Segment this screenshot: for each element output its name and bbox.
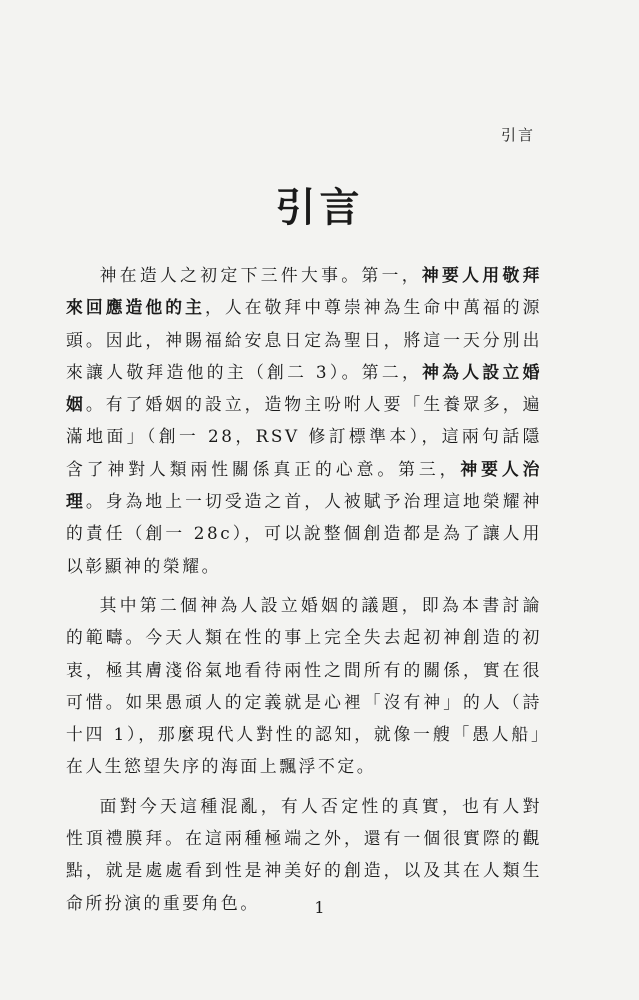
paragraph-3-run-1: 面對今天這種混亂，有人否定性的真實，也有人對性頂禮膜拜。在這兩種極端之外，還有一個很實際的觀點，就是處處看到性是神美好的創造，以及其在人類生命所扮演的重要角色。 <box>66 795 542 913</box>
paragraph-1-run-4: 神為人設立婚姻 <box>66 361 542 415</box>
paragraph-1-run-2: 神要人用敬拜來回應造他的主 <box>66 265 542 318</box>
paragraph-1-run-1: 神在造人之初定下三件大事。第一， <box>99 265 422 285</box>
paragraph-1-run-6: 神要人治理 <box>66 458 542 512</box>
paragraph-2-run-1: 其中第二個神為人設立婚姻的議題，即為本書討論的範疇。今天人類在性的事上完全失去起初神創造的初衷，極其膚淺俗氣地看待兩性之間所有的關係，實在很可惜。如果愚頑人的定義就是心裡「沒有神」的人（詩十四 1），那麼現代人對性的認知，就像一艘「愚人船」在人生慾望失序的海面上飄浮不定。 <box>66 594 542 777</box>
running-header: 引言 <box>500 126 535 144</box>
paragraph-2 <box>66 589 542 783</box>
paragraph-1-run-5: 。有了婚姻的設立，造物主吩咐人要「生養眾多，遍滿地面」（創一 28，RSV 修訂標準本），這兩句話隱含了神對人類兩性關係真正的心意。第三， <box>66 394 542 479</box>
page-number: 1 <box>314 898 325 917</box>
body-text <box>66 259 542 919</box>
paragraph-1-run-3: ，人在敬拜中尊崇神為生命中萬福的源頭。因此，神賜福給安息日定為聖日，將這一天分別出來讓人敬拜造他的主（創二 3）。第二， <box>66 297 543 382</box>
paragraph-1-run-7: 。身為地上一切受造之首，人被賦予治理這地榮耀神的責任（創一 28c），可以說整個創造都是為了讓人用以彰顯神的榮耀。 <box>66 491 542 576</box>
chapter-title: 引言 <box>275 184 364 231</box>
paragraph-1 <box>66 259 542 582</box>
